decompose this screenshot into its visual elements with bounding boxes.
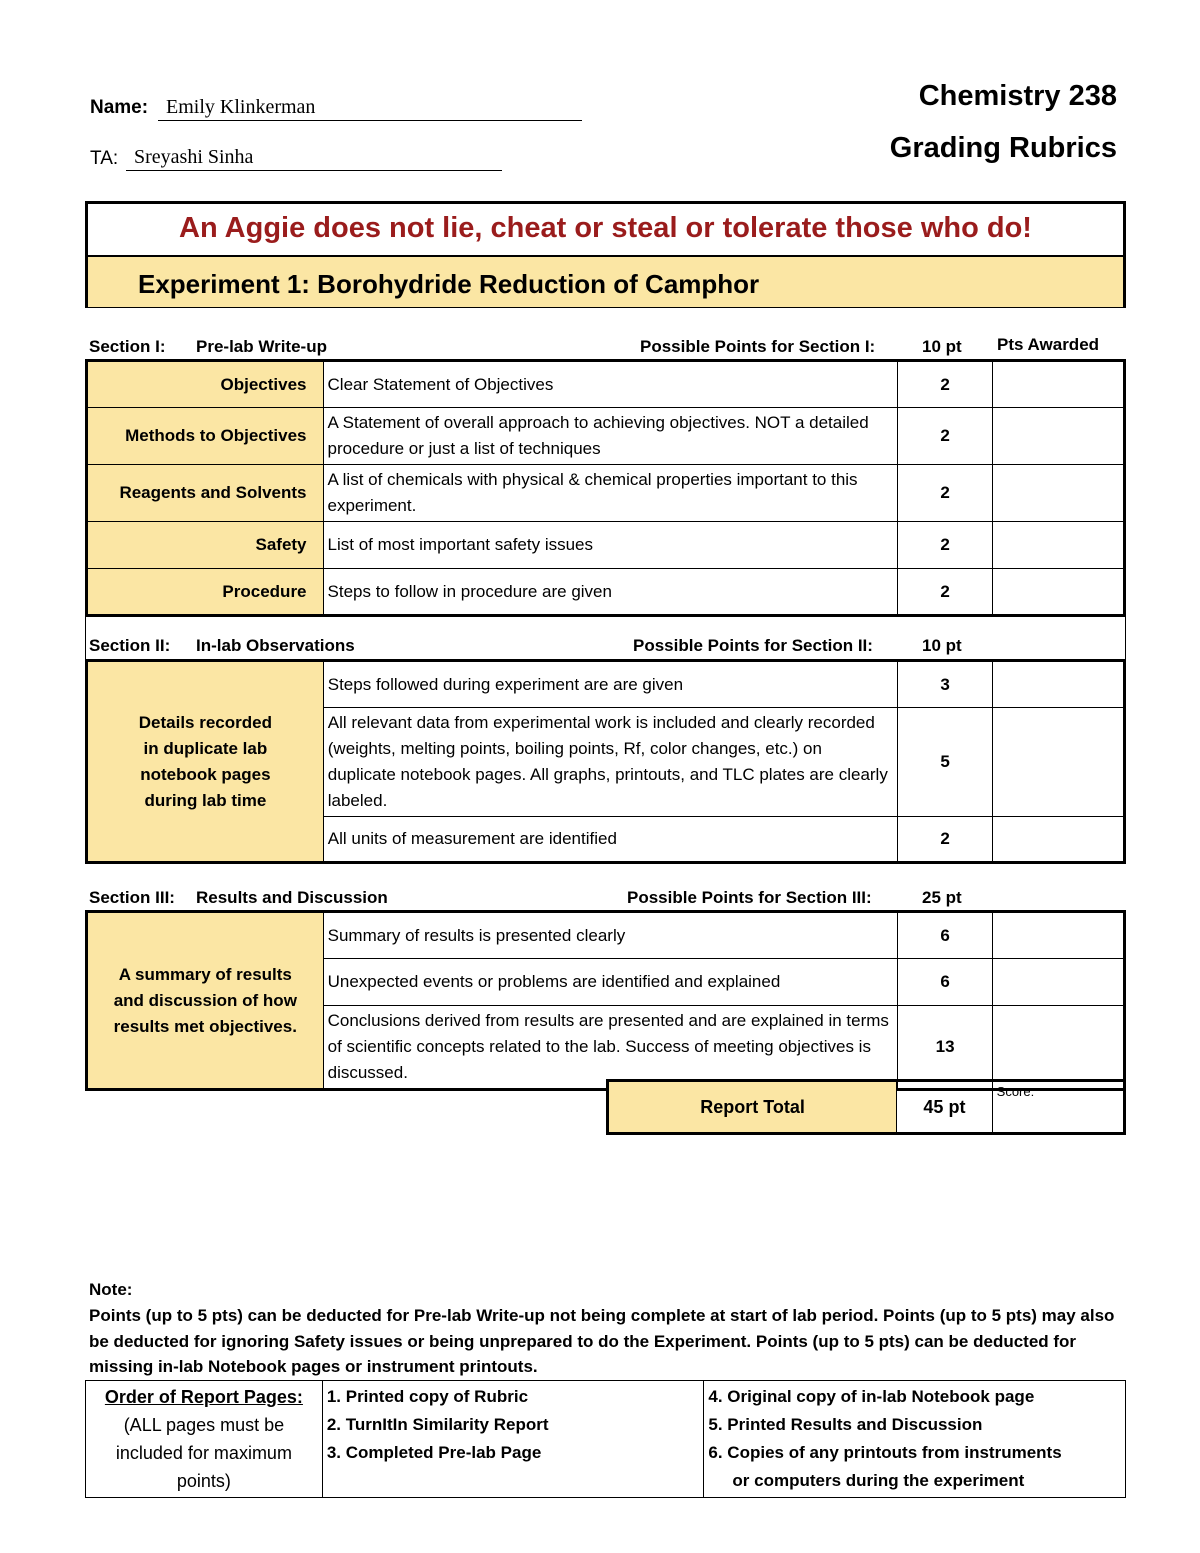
table-row [87, 661, 1125, 708]
table-row [87, 912, 1125, 959]
section1-title: Section I: [89, 337, 166, 356]
section2-possible-value: 10 pt [922, 636, 962, 655]
section3-possible-label: Possible Points for Section III: [627, 888, 872, 907]
list-item: 5. Printed Results and Discussion [708, 1415, 983, 1434]
points-cell: 2 [897, 569, 993, 616]
description-cell: All units of measurement are identified [323, 817, 897, 863]
note-title: Note: [89, 1280, 133, 1299]
order-title: Order of Report Pages: [104, 1387, 303, 1407]
section3-table [85, 910, 1126, 1091]
description-cell: Clear Statement of Objectives [323, 361, 897, 408]
section1-table [85, 359, 1126, 617]
points-cell: 2 [897, 817, 993, 863]
points-cell: 2 [897, 465, 993, 522]
description-cell: Conclusions derived from results are presented and are explained in terms of scientific concepts related to the lab. Success of meeting objectives is discussed. [323, 1006, 897, 1090]
description-cell: A Statement of overall approach to achieving objectives. NOT a detailed procedure or just a list of techniques [323, 408, 897, 465]
section2-title: Section II: [89, 636, 171, 655]
section3-title: Section III: [89, 888, 175, 907]
description-cell: List of most important safety issues [323, 522, 897, 569]
awarded-cell[interactable] [993, 661, 1125, 708]
points-cell: 2 [897, 522, 993, 569]
table-row [87, 522, 1125, 569]
report-total-label: Report Total [608, 1081, 897, 1134]
category-cell: Details recorded in duplicate lab notebook pages during lab time [87, 661, 324, 863]
points-cell: 5 [897, 708, 993, 817]
report-total-value: 45 pt [897, 1081, 992, 1134]
awarded-cell[interactable] [993, 959, 1125, 1006]
experiment-title: Experiment 1: Borohydride Reduction of Camphor [88, 257, 1123, 307]
awarded-cell[interactable] [993, 408, 1125, 465]
description-cell: All relevant data from experimental work is included and clearly recorded (weights, melting points, boiling points, Rf, color changes, etc.) on duplicate notebook pages. All graphs, printouts, and TLC plates are clearly labeled. [323, 708, 897, 817]
description-cell: Steps followed during experiment are are given [323, 661, 897, 708]
points-cell: 6 [897, 959, 993, 1006]
order-heading-cell [86, 1381, 323, 1498]
report-total-table [606, 1079, 1126, 1135]
section2-possible-label: Possible Points for Section II: [633, 636, 873, 655]
table-row [87, 361, 1125, 408]
list-item: 6. Copies of any printouts from instruments [708, 1443, 1062, 1462]
name-field[interactable]: Emily Klinkerman [158, 95, 582, 121]
description-cell: A list of chemicals with physical & chemical properties important to this experiment. [323, 465, 897, 522]
section3-possible-value: 25 pt [922, 888, 962, 907]
points-cell: 2 [897, 361, 993, 408]
table-row [87, 408, 1125, 465]
awarded-cell[interactable] [993, 708, 1125, 817]
category-cell: Safety [87, 522, 324, 569]
section1-name: Pre-lab Write-up [196, 337, 327, 356]
awarded-cell[interactable] [993, 522, 1125, 569]
awarded-cell[interactable] [993, 361, 1125, 408]
ta-field[interactable]: Sreyashi Sinha [126, 145, 502, 171]
list-item: 1. Printed copy of Rubric [326, 1387, 529, 1406]
list-item: 4. Original copy of in-lab Notebook page [708, 1387, 1035, 1406]
document-title: Grading Rubrics [889, 132, 1117, 164]
category-cell: Objectives [87, 361, 324, 408]
banner [85, 201, 1126, 308]
section2-name: In-lab Observations [196, 636, 355, 655]
category-cell: Reagents and Solvents [87, 465, 324, 522]
honor-code-motto: An Aggie does not lie, cheat or steal or tolerate those who do! [88, 204, 1123, 257]
pts-awarded-label: Pts Awarded [997, 335, 1100, 354]
category-cell: Methods to Objectives [87, 408, 324, 465]
section3-name: Results and Discussion [196, 888, 388, 907]
section2-table [85, 659, 1126, 864]
order-subtitle: (ALL pages must be included for maximum points) [115, 1415, 292, 1491]
table-row [86, 1381, 1126, 1498]
points-cell: 13 [897, 1006, 993, 1090]
ta-label: TA: [90, 148, 119, 169]
order-table [85, 1380, 1126, 1498]
course-title: Chemistry 238 [918, 80, 1117, 112]
category-cell: Procedure [87, 569, 324, 616]
list-item: or computers during the experiment [732, 1471, 1025, 1490]
list-item: 2. TurnItIn Similarity Report [326, 1415, 549, 1434]
list-item: 3. Completed Pre-lab Page [326, 1443, 542, 1462]
section1-possible-value: 10 pt [922, 337, 962, 356]
description-cell: Unexpected events or problems are identified and explained [323, 959, 897, 1006]
points-cell: 2 [897, 408, 993, 465]
name-label: Name: [90, 97, 149, 118]
score-cell[interactable] [992, 1081, 1124, 1134]
points-cell: 6 [897, 912, 993, 959]
description-cell: Summary of results is presented clearly [323, 912, 897, 959]
awarded-cell[interactable] [993, 1006, 1125, 1090]
section1-possible-label: Possible Points for Section I: [640, 337, 876, 356]
score-label: Score: [996, 1084, 1035, 1099]
order-list-right [704, 1381, 1126, 1498]
table-row [608, 1081, 1125, 1134]
awarded-cell[interactable] [993, 912, 1125, 959]
note-text: Points (up to 5 pts) can be deducted for Pre-lab Write-up not being complete at start of lab period. Points (up to 5 pts) may also be deducted for ignoring Safety issues or being unprepared to do the Experiment. Points (up to 5 pts) can be deducted for missing in-lab Notebook pages or instrument printouts. [89, 1306, 1115, 1376]
points-cell: 3 [897, 661, 993, 708]
table-row [87, 465, 1125, 522]
order-list-left [322, 1381, 704, 1498]
category-cell: A summary of results and discussion of how results met objectives. [87, 912, 324, 1090]
awarded-cell[interactable] [993, 817, 1125, 863]
description-cell: Steps to follow in procedure are given [323, 569, 897, 616]
awarded-cell[interactable] [993, 465, 1125, 522]
